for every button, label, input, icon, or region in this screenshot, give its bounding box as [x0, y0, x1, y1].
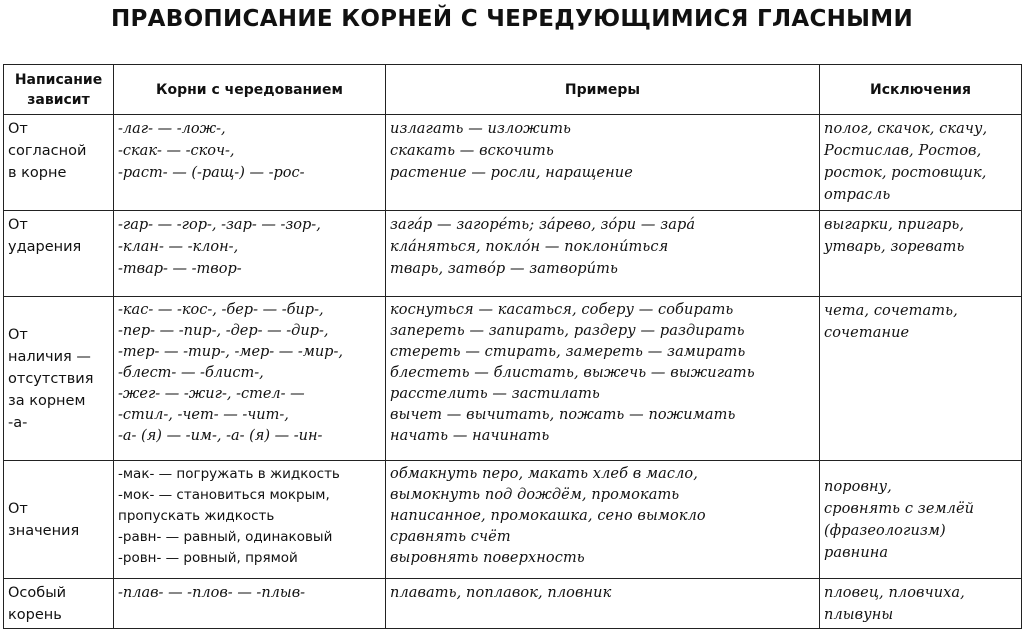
- exceptions-cell: [820, 211, 1022, 297]
- root-line: -пер- — -пир-, -дер- — -дир-,: [118, 323, 329, 339]
- exception-line: чета, сочетать,: [824, 303, 958, 319]
- root-line: -лаг- — -лож-,: [118, 121, 226, 137]
- example-line: тварь, затвóр — затвори́ть: [390, 261, 618, 277]
- exception-line: пловец, пловчиха,: [824, 585, 965, 601]
- exception-line: (фразеологизм): [824, 523, 946, 539]
- roots-cell: [114, 461, 386, 579]
- page-title: ПРАВОПИСАНИЕ КОРНЕЙ С ЧЕРЕДУЮЩИМИСЯ ГЛАСНЫМИ: [110, 6, 914, 32]
- table-row: [4, 579, 1022, 629]
- example-line: клáняться, поклóн — поклони́ться: [390, 239, 669, 255]
- table-row: [4, 297, 1022, 461]
- root-line: -твар- — -твор-: [118, 261, 242, 277]
- root-line: -мок- — становиться мокрым,: [118, 487, 330, 503]
- example-line: коснуться — касаться, соберу — собирать: [390, 302, 734, 318]
- category-line: От: [8, 501, 28, 517]
- exception-line: Ростислав, Ростов,: [824, 143, 982, 159]
- category-line: Особый: [8, 585, 67, 601]
- category-cell: [4, 115, 114, 211]
- example-line: вычет — вычитать, пожать — пожимать: [390, 407, 736, 423]
- example-line: сравнять счёт: [390, 529, 511, 545]
- example-line: излагать — изложить: [390, 121, 572, 137]
- root-line: -плав- — -плов- — -плыв-: [118, 585, 306, 601]
- exceptions-cell: [820, 297, 1022, 461]
- root-line: пропускать жидкость: [118, 508, 275, 524]
- exceptions-cell: [820, 461, 1022, 579]
- category-line: значения: [8, 523, 80, 539]
- example-line: обмакнуть перо, макать хлеб в масло,: [390, 466, 698, 482]
- root-line: -мак- — погружать в жидкость: [118, 466, 340, 482]
- example-line: запереть — запирать, раздеру — раздирать: [390, 323, 745, 339]
- example-line: блестеть — блистать, выжечь — выжигать: [390, 365, 755, 381]
- example-line: стереть — стирать, замереть — замирать: [390, 344, 746, 360]
- example-line: начать — начинать: [390, 428, 550, 444]
- header-roots: Корни с чередованием: [114, 65, 386, 115]
- exception-line: равнина: [824, 545, 889, 561]
- header-examples: Примеры: [386, 65, 820, 115]
- example-line: скакать — вскочить: [390, 143, 554, 159]
- root-line: -клан- — -клон-,: [118, 239, 239, 255]
- example-line: выровнять поверхность: [390, 550, 585, 566]
- exception-line: росток, ростовщик,: [824, 165, 987, 181]
- header-depends: Написание зависит: [4, 65, 114, 115]
- category-line: От: [8, 327, 28, 343]
- exceptions-cell: [820, 579, 1022, 629]
- examples-cell: [386, 211, 820, 297]
- example-line: вымокнуть под дождём, промокать: [390, 487, 680, 503]
- exception-line: поровну,: [824, 479, 892, 495]
- exception-line: выгарки, пригарь,: [824, 217, 965, 233]
- root-line: -равн- — равный, одинаковый: [118, 529, 333, 545]
- example-line: растение — росли, наращение: [390, 165, 633, 181]
- root-line: -стил-, -чет- — -чит-,: [118, 407, 289, 423]
- exception-line: сочетание: [824, 325, 910, 341]
- example-line: загáр — загорéть; зáрево, зóри — зарá: [390, 217, 696, 233]
- category-line: наличия —: [8, 349, 91, 365]
- exceptions-cell: [820, 115, 1022, 211]
- roots-cell: [114, 115, 386, 211]
- root-line: -тер- — -тир-, -мер- — -мир-,: [118, 344, 343, 360]
- category-cell: [4, 461, 114, 579]
- table-row: [4, 115, 1022, 211]
- root-line: -гар- — -гор-, -зар- — -зор-,: [118, 217, 321, 233]
- category-line: согласной: [8, 143, 87, 159]
- root-line: -жег- — -жиг-, -стел- —: [118, 386, 305, 402]
- category-line: От: [8, 121, 28, 137]
- exception-line: отрасль: [824, 187, 891, 203]
- category-line: за корнем: [8, 393, 86, 409]
- root-line: -скак- — -скоч-,: [118, 143, 235, 159]
- category-cell: [4, 211, 114, 297]
- category-line: -а-: [8, 415, 28, 431]
- exception-line: полог, скачок, скачу,: [824, 121, 988, 137]
- examples-cell: [386, 297, 820, 461]
- examples-cell: [386, 461, 820, 579]
- table-header-row: [4, 65, 1022, 115]
- example-line: плавать, поплавок, пловник: [390, 585, 612, 601]
- example-line: расстелить — застилать: [390, 386, 600, 402]
- category-line: отсутствия: [8, 371, 94, 387]
- table-row: [4, 461, 1022, 579]
- root-line: -а- (я) — -им-, -а- (я) — -ин-: [118, 428, 323, 444]
- category-line: в корне: [8, 165, 67, 181]
- category-line: От: [8, 217, 28, 233]
- roots-cell: [114, 297, 386, 461]
- category-cell: [4, 297, 114, 461]
- root-line: -ровн- — ровный, прямой: [118, 550, 298, 566]
- exception-line: утварь, зоревать: [824, 239, 965, 255]
- examples-cell: [386, 115, 820, 211]
- category-line: корень: [8, 607, 62, 623]
- example-line: написанное, промокашка, сено вымокло: [390, 508, 706, 524]
- exception-line: сровнять с землёй: [824, 501, 975, 517]
- rules-table: [3, 64, 1022, 629]
- root-line: -кас- — -кос-, -бер- — -бир-,: [118, 302, 324, 318]
- roots-cell: [114, 211, 386, 297]
- roots-cell: [114, 579, 386, 629]
- header-exceptions: Исключения: [820, 65, 1022, 115]
- category-cell: [4, 579, 114, 629]
- exception-line: плывуны: [824, 607, 894, 623]
- examples-cell: [386, 579, 820, 629]
- root-line: -блест- — -блист-,: [118, 365, 264, 381]
- root-line: -раст- — (-ращ-) — -рос-: [118, 165, 305, 181]
- category-line: ударения: [8, 239, 82, 255]
- table-row: [4, 211, 1022, 297]
